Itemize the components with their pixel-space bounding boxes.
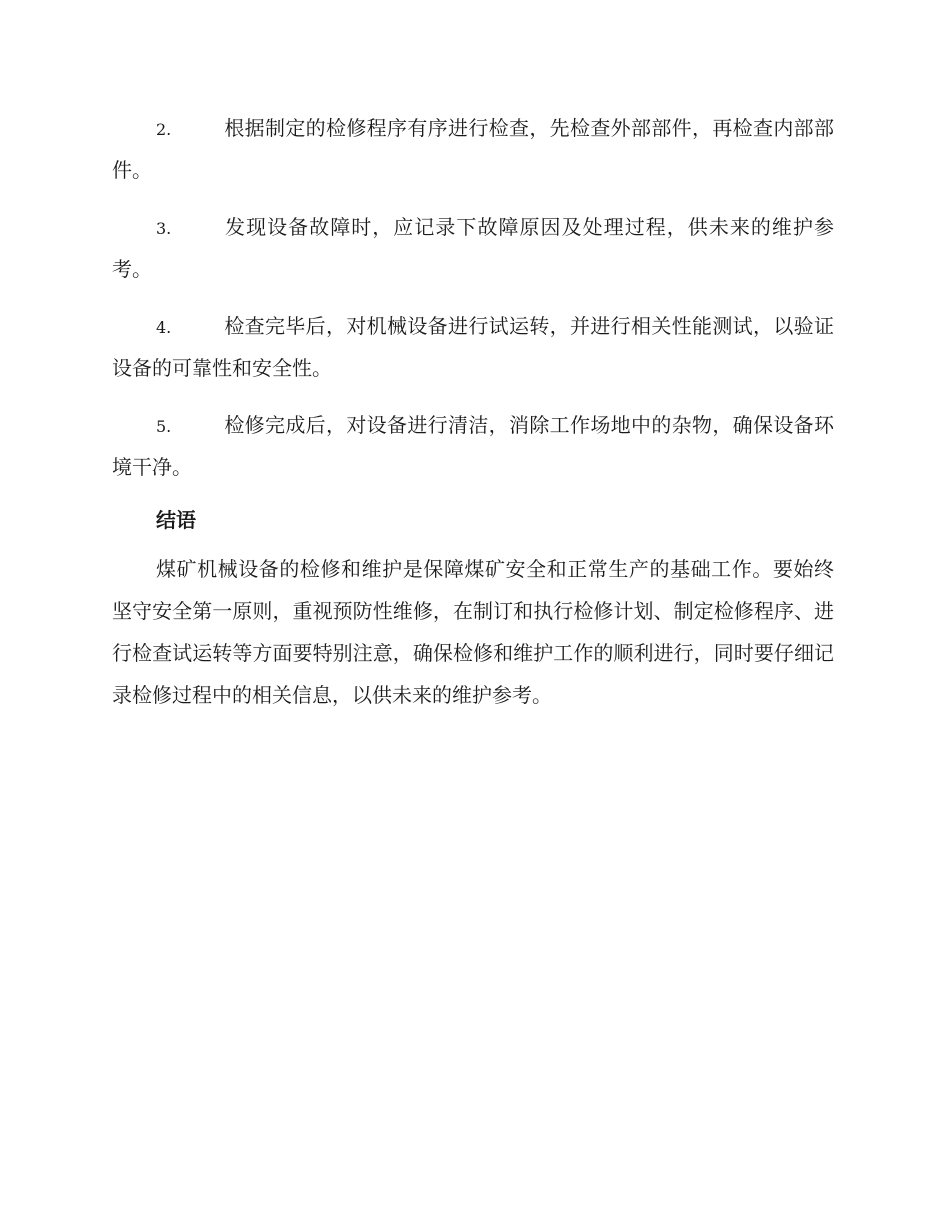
list-number: 2. [156,120,172,139]
list-text: 检查完毕后，对机械设备进行试运转，并进行相关性能测试，以验证设备的可靠性和安全性。 [112,314,834,380]
document-page [112,108,834,716]
list-item-3 [112,207,834,289]
list-text: 根据制定的检修程序有序进行检查，先检查外部部件，再检查内部部件。 [112,116,834,182]
list-number: 3. [156,219,172,238]
list-item-2 [112,108,834,190]
list-item-4 [112,306,834,388]
list-text: 检修完成后，对设备进行清洁，消除工作场地中的杂物，确保设备环境干净。 [112,413,834,479]
list-text: 发现设备故障时，应记录下故障原因及处理过程，供未来的维护参考。 [112,215,834,281]
list-number: 5. [156,417,172,436]
list-number: 4. [156,318,172,337]
list-item-5 [112,405,834,487]
conclusion-heading: 结语 [156,508,196,532]
conclusion-paragraph: 煤矿机械设备的检修和维护是保障煤矿安全和正常生产的基础工作。要始终坚守安全第一原则，重视预防性维修，在制订和执行检修计划、制定检修程序、进行检查试运转等方面要特别注意，确保检修和维护工作的顺利进行，同时要仔细记录检修过程中的相关信息，以供未来的维护参考。 [112,557,834,707]
